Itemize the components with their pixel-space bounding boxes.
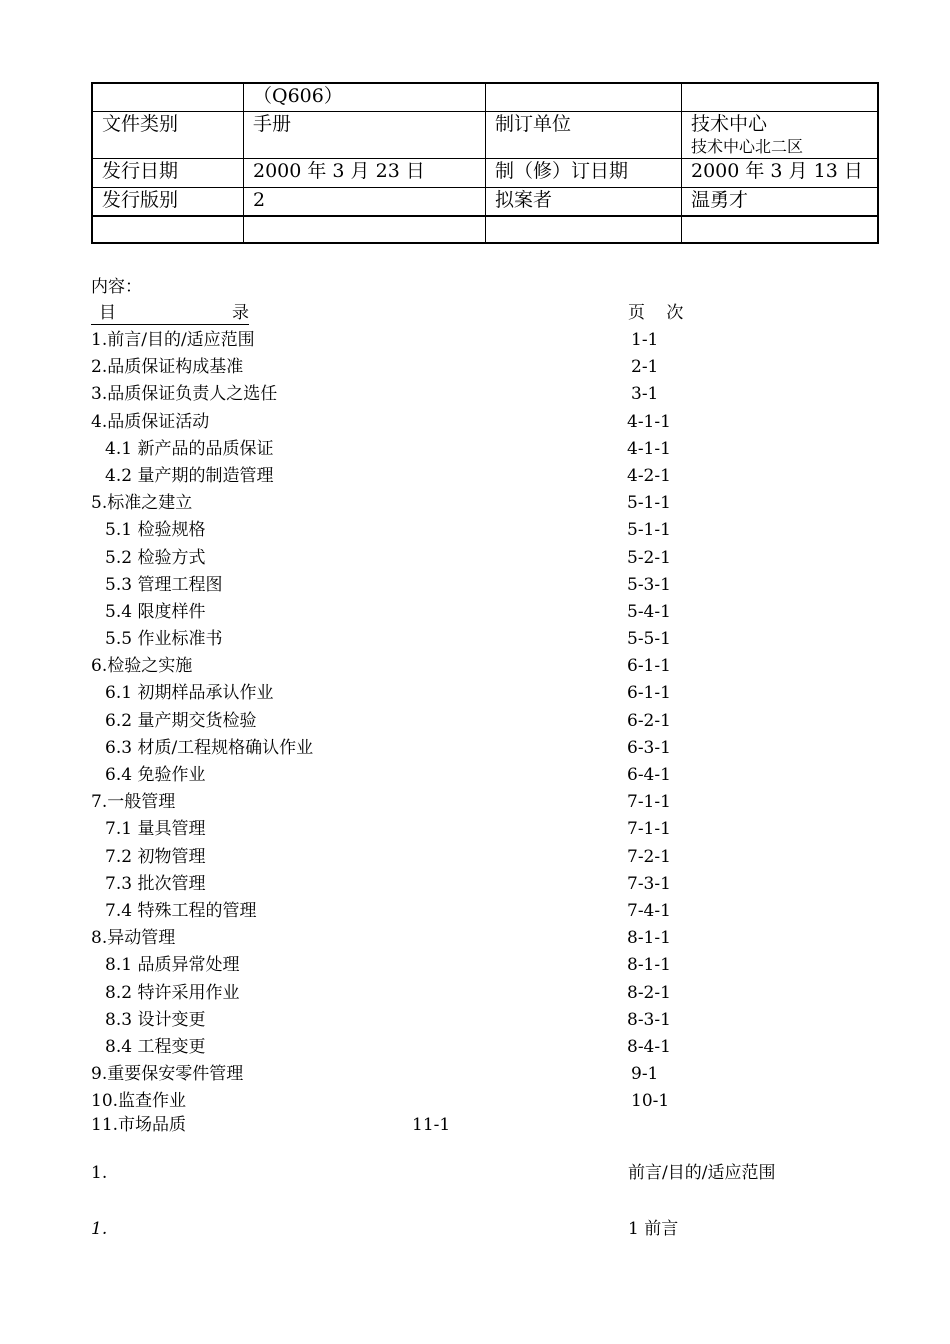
toc-entry: [91, 682, 851, 709]
toc-entry-page: 4-1-1: [627, 411, 671, 432]
toc-header-title: [91, 302, 249, 325]
toc-entry-page: 2-1: [631, 357, 659, 378]
toc-entry-page: 6-3-1: [627, 737, 671, 758]
toc-entry-page: 7-3-1: [627, 873, 671, 894]
section-number: 1.: [91, 1163, 108, 1183]
toc-entry-page: 1-1: [631, 330, 659, 350]
issuing-unit-value: 技术中心: [691, 113, 768, 135]
toc-entry-page: 4-1-1: [627, 438, 671, 459]
revision-date-label: 制（修）订日期: [486, 159, 682, 188]
issuing-unit-cell: [682, 112, 879, 159]
toc-entry: [91, 927, 851, 954]
toc-entry: [91, 329, 851, 356]
toc-entry-page: 8-3-1: [627, 1009, 671, 1030]
document-info-table: [91, 82, 879, 244]
toc-entry-page: 5-5-1: [627, 629, 671, 650]
toc-entry-page: 5-1-1: [627, 520, 671, 541]
toc-entry: [91, 710, 851, 737]
toc-entry: [91, 818, 851, 845]
toc-entry: [91, 764, 851, 791]
toc-entry: [91, 1063, 851, 1090]
table-cell-empty: [682, 216, 879, 243]
toc-entry-title: 7.1 量具管理: [105, 819, 206, 840]
toc-entry-page: 7-4-1: [627, 900, 671, 921]
toc-entry: [91, 1009, 851, 1036]
toc-header-page: 页 次: [628, 303, 684, 323]
toc-entry-title: 5.标准之建立: [91, 493, 193, 514]
toc-entry-title: 9.重要保安零件管理: [91, 1064, 244, 1085]
table-cell-empty: [92, 83, 244, 112]
toc-entry: [91, 873, 851, 900]
toc-entry: [91, 1090, 851, 1117]
toc-entry-page: 5-3-1: [627, 574, 671, 595]
table-cell-empty: [92, 216, 244, 243]
toc-entry: [91, 954, 851, 981]
toc-entry-page: 5-4-1: [627, 601, 671, 622]
edition-label: 发行版别: [92, 188, 244, 217]
toc-entry: [91, 846, 851, 873]
toc-entry-title: 6.2 量产期交货检验: [105, 710, 257, 731]
toc-entry-title: 7.2 初物管理: [105, 846, 206, 867]
toc-entry: [91, 791, 851, 818]
toc-entry-title: 5.4 限度样件: [105, 601, 206, 622]
toc-entry-page: 3-1: [631, 384, 659, 405]
toc-entry: [91, 547, 851, 574]
issuing-unit-label: 制订单位: [486, 112, 682, 159]
toc-entry-page: 7-1-1: [627, 792, 671, 813]
toc-entry-title: 5.1 检验规格: [105, 520, 206, 541]
toc-entry-title: 6.检验之实施: [91, 656, 193, 677]
toc-entry-title: 2.品质保证构成基准: [91, 357, 244, 378]
toc-entry-title: 3.品质保证负责人之选任: [91, 384, 278, 405]
toc-entry-title: 8.2 特许采用作业: [105, 982, 240, 1003]
content-label: 内容：: [91, 277, 142, 297]
toc-entry: [91, 737, 851, 764]
toc-entry-page: 5-1-1: [627, 493, 671, 514]
table-cell-empty: [486, 216, 682, 243]
toc-entry-title: 8.异动管理: [91, 928, 176, 949]
toc-entry-title: 8.3 设计变更: [105, 1009, 206, 1030]
toc-entry-page: 10-1: [631, 1091, 670, 1112]
toc-entry-title: 4.1 新产品的品质保证: [105, 438, 274, 459]
toc-entry-title: 6.1 初期样品承认作业: [105, 683, 274, 704]
toc-entry-title: 8.1 品质异常处理: [105, 955, 240, 976]
toc-entry-page: 6-4-1: [627, 765, 671, 785]
table-cell-empty: [486, 83, 682, 112]
toc-entry-title: 5.5 作业标准书: [105, 629, 223, 650]
toc-entry-page: 6-1-1: [627, 683, 671, 704]
drafter-label: 拟案者: [486, 188, 682, 217]
toc-entry: [91, 982, 851, 1009]
toc-entry-page: 8-1-1: [627, 928, 671, 949]
toc-header-char-b: 录: [232, 303, 249, 323]
table-cell-empty: [244, 216, 486, 243]
toc-entry-page: 6-2-1: [627, 710, 671, 731]
issue-date-value: 2000 年 3 月 23 日: [244, 159, 486, 188]
edition-value: 2: [244, 188, 486, 217]
subsection-number: 1.: [91, 1219, 108, 1239]
toc-entry-title: 4.2 量产期的制造管理: [105, 465, 274, 486]
toc-entry-title: 8.4 工程变更: [105, 1036, 206, 1057]
toc-entry: [91, 411, 851, 438]
toc-entry-title-last: 11.市场品质: [91, 1115, 187, 1135]
toc-entry: [91, 519, 851, 546]
toc-entry: [91, 601, 851, 628]
document-code: （Q606）: [244, 83, 486, 112]
toc-entry-page: 8-2-1: [627, 982, 671, 1003]
toc-entry-page: 6-1-1: [627, 656, 671, 677]
doc-type-value: 手册: [244, 112, 486, 159]
toc-entry: [91, 655, 851, 682]
table-of-contents: [91, 329, 851, 1117]
toc-entry: [91, 465, 851, 492]
toc-entry: [91, 492, 851, 519]
toc-entry: [91, 628, 851, 655]
toc-entry: [91, 356, 851, 383]
toc-entry: [91, 383, 851, 410]
issue-date-label: 发行日期: [92, 159, 244, 188]
toc-entry-title: 1.前言/目的/适应范围: [91, 330, 255, 350]
toc-entry: [91, 1036, 851, 1063]
toc-entry-page: 4-2-1: [627, 465, 671, 486]
toc-entry-title: 6.3 材质/工程规格确认作业: [105, 737, 314, 758]
toc-entry-page: 9-1: [631, 1064, 659, 1085]
section-title: 前言/目的/适应范围: [628, 1163, 776, 1183]
toc-entry-title: 6.4 免验作业: [105, 765, 206, 785]
toc-entry-page-last: 11-1: [412, 1115, 451, 1135]
toc-entry: [91, 574, 851, 601]
toc-entry: [91, 900, 851, 927]
toc-entry-page: 7-1-1: [627, 819, 671, 840]
subsection-title: 1 前言: [628, 1219, 679, 1239]
toc-entry: [91, 438, 851, 465]
toc-entry-title: 5.3 管理工程图: [105, 574, 223, 595]
drafter-value: 温勇才: [682, 188, 879, 217]
toc-header-char-a: 目: [99, 303, 116, 323]
toc-entry-title: 7.一般管理: [91, 792, 176, 813]
issuing-unit-sub: 技术中心北二区: [691, 137, 804, 156]
toc-entry-title: 4.品质保证活动: [91, 411, 210, 432]
toc-entry-page: 5-2-1: [627, 547, 671, 568]
toc-entry-title: 7.3 批次管理: [105, 873, 206, 894]
toc-entry-title: 7.4 特殊工程的管理: [105, 900, 257, 921]
toc-entry-page: 8-4-1: [627, 1036, 671, 1057]
toc-entry-title: 10.监查作业: [91, 1091, 187, 1112]
toc-entry-title: 5.2 检验方式: [105, 547, 206, 568]
revision-date-value: 2000 年 3 月 13 日: [682, 159, 879, 188]
table-cell-empty: [682, 83, 879, 112]
toc-entry-page: 8-1-1: [627, 955, 671, 976]
doc-type-label: 文件类别: [92, 112, 244, 159]
toc-entry-page: 7-2-1: [627, 846, 671, 867]
